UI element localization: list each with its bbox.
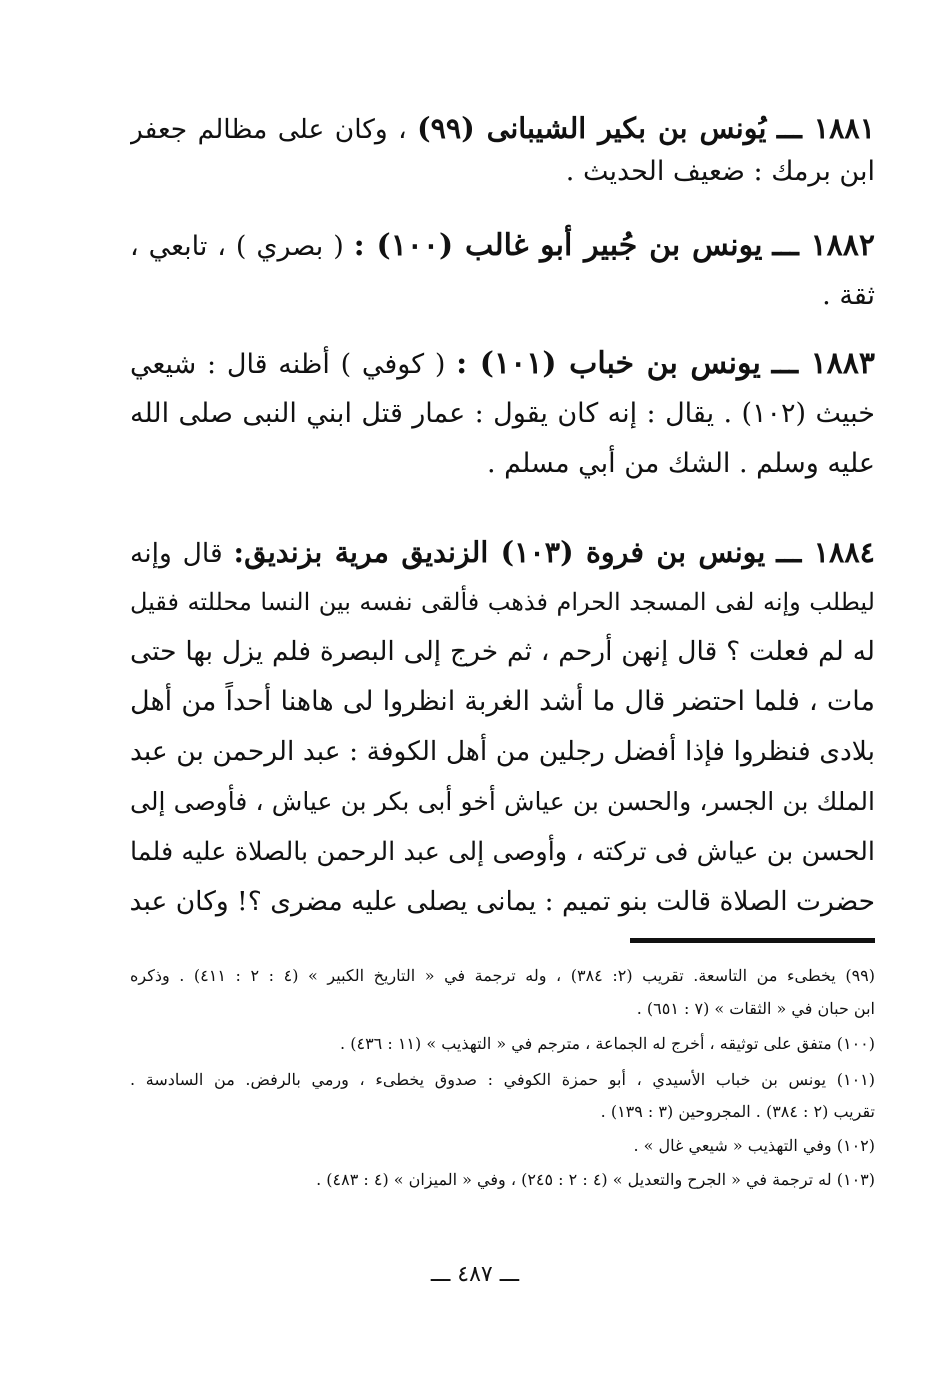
entry-text: قال وإنه [130, 538, 223, 569]
entry-1884-line-2: ليطلب وإنه لفى المسجد الحرام فذهب فألقى نفسه بين النسا محللته فقيل [130, 588, 875, 616]
footnote-102: (١٠٢) وفي التهذيب « شيعي غال » . [633, 1136, 875, 1155]
footnote-99-line-2: ابن حبان في « الثقات » (٧ : ٦٥١) . [636, 999, 875, 1018]
entry-number: ١٨٨٣ ـــ [771, 346, 875, 381]
entry-number: ١٨٨١ ـــ [776, 111, 875, 145]
entry-1882-line-1 [130, 222, 875, 271]
footnote-separator [630, 938, 875, 943]
entry-text: ( بصري ) ، تابعي ، [130, 231, 344, 262]
entry-1884-line-3: له لم فعلت ؟ قال إنهن أرحم ، ثم خرج إلى البصرة فلم يزل بها حتى [130, 636, 875, 667]
entry-number: ١٨٨٢ ـــ [772, 228, 875, 263]
entry-1883-line-2: خبيث (١٠٢) . يقال : إنه كان يقول : عمار قتل ابني النبى صلى الله [130, 398, 875, 429]
entry-1882-line-2: ثقة . [822, 280, 875, 311]
entry-number: ١٨٨٤ ـــ [776, 535, 875, 569]
footnote-99-line-1: (٩٩) يخطىء من التاسعة. تقريب (٢: ٣٨٤) ، وله ترجمة في « التاريخ الكبير » (٤ : ٢ : ٤١١) . وذكره [130, 966, 875, 985]
entry-name: يُونس بن بكير الشيبانى (٩٩) [417, 111, 767, 145]
entry-name: يونس بن خباب (١٠١) : [456, 346, 761, 381]
page-number: ـــ ٤٨٧ ـــ [430, 1262, 520, 1287]
entry-text: ، وكان على مظالم جعفر [130, 114, 407, 145]
entry-1884-line-8: حضرت الصلاة قالت بنو تميم : يمانى يصلى عليه مضرى ؟! وكان عبد [130, 886, 875, 917]
entry-name: يونس بن فروة (١٠٣) الزنديق مرية بزنديق: [233, 535, 766, 569]
footnote-101-line-1: (١٠١) يونس بن خباب الأسيدي ، أبو حمزة الكوفي : صدوق يخطىء ، ورمي بالرفض. من السادسة . [130, 1070, 875, 1089]
entry-1881-line-1 [130, 104, 875, 154]
entry-1883-line-3: عليه وسلم . الشك من أبي مسلم . [486, 448, 875, 479]
entry-1884-line-1 [130, 528, 875, 578]
entry-1884-line-5: بلادى فنظروا فإذا أفضل رجلين من أهل الكوفة : عبد الرحمن بن عبد [130, 736, 875, 767]
entry-1884-line-6: الملك بن الجسر، والحسن بن عياش أخو أبى بكر بن عياش ، فأوصى إلى [130, 787, 875, 816]
entry-name: يونس بن جُبير أبو غالب (١٠٠) : [353, 228, 763, 263]
footnote-101-line-2: تقريب (٢ : ٣٨٤) . المجروحين (٣ : ١٣٩) . [600, 1102, 875, 1121]
footnote-103: (١٠٣) له ترجمة في « الجرح والتعديل » (٤ : ٢ : ٢٤٥) ، وفي « الميزان » (٤ : ٤٨٣) . [316, 1170, 875, 1189]
entry-text: ( كوفي ) أظنه قال : شيعي [130, 349, 446, 380]
entry-1881-line-2: ابن برمك : ضعيف الحديث . [565, 156, 875, 187]
entry-1884-line-4: مات ، فلما احتضر قال ما أشد الغربة انظروا لى هاهنا أحداً من أهل [130, 686, 875, 717]
entry-1883-line-1 [130, 340, 875, 389]
footnote-100: (١٠٠) متفق على توثيقه ، أخرج له الجماعة ، مترجم في « التهذيب » (١١ : ٤٣٦) . [340, 1034, 875, 1053]
entry-1884-line-7: الحسن بن عياش فى تركته ، وأوصى إلى عبد الرحمن بالصلاة عليه فلما [130, 837, 875, 867]
